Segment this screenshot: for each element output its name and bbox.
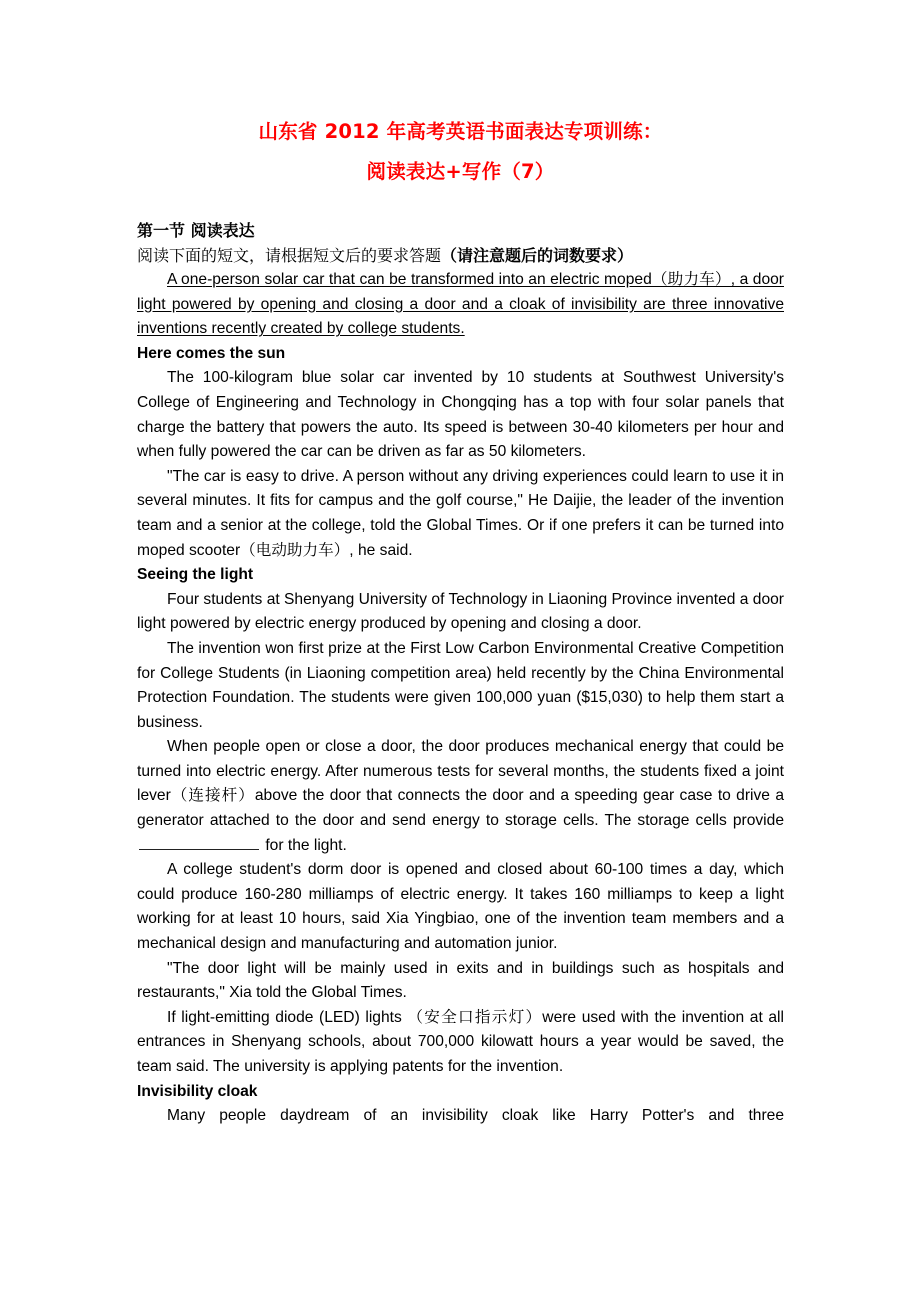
blank-text-after: for the light. [261, 836, 347, 854]
lead-paragraph: A one-person solar car that can be transformed into an electric moped（助力车）, a door light powered by opening and closing a door and a cloak of invisibility are three innovative inventions recently created by college students. [137, 271, 784, 338]
paragraph-solar-car-specs: The 100-kilogram blue solar car invented by 10 students at Southwest University's College of Engineering and Technology in Chongqing has a top with four solar panels that charge the battery that powers the auto. Its speed is between 30-40 kilometers per hour and when fully powered the car can be driven as far as 50 kilometers. [137, 369, 784, 461]
instruction-bold-note: （请注意题后的词数要求） [441, 246, 634, 265]
paragraph-competition-prize: The invention won first prize at the First Low Carbon Environmental Creative Competition for College Students (in Liaoning competition area) held recently by the China Environmental Protection Foundation. The students were given 100,000 yuan ($15,030) to help them start a business. [137, 639, 784, 731]
paragraph-dorm-door-stats: A college student's dorm door is opened and closed about 60-100 times a day, which could produce 160-280 milliamps of electric energy. It takes 160 milliamps to keep a light working for at least 10 hours, said Xia Yingbiao, one of the invention team members and a mechanical design and manufacturing and automation junior. [137, 861, 784, 953]
document-title [137, 112, 784, 192]
paragraph-mechanical-energy-blank [137, 735, 784, 858]
paragraph-invisibility-cloak-intro: Many people daydream of an invisibility cloak like Harry Potter's and three [167, 1107, 784, 1125]
instruction-plain-text: 阅读下面的短文，请根据短文后的要求答题 [137, 246, 442, 265]
heading-invisibility-cloak: Invisibility cloak [137, 1082, 258, 1100]
paragraph-xia-quote: "The door light will be mainly used in exits and in buildings such as hospitals and restaurants," Xia told the Global Times. [137, 959, 784, 1002]
section-label-part-one: 第一节 阅读表达 [137, 221, 255, 240]
heading-here-comes-the-sun: Here comes the sun [137, 344, 286, 362]
paragraph-he-daijie-quote: "The car is easy to drive. A person without any driving experiences could learn to use it in several minutes. It fits for campus and the golf course," He Daijie, the leader of the invention team and a senior at the college, told the Global Times. Or if one prefers it can be turned into moped scooter（电动助力车）, he said. [137, 467, 784, 559]
document-title-line-1: 山东省 2012 年高考英语书面表达专项训练： [258, 120, 663, 143]
heading-seeing-the-light: Seeing the light [137, 566, 254, 584]
paragraph-led-savings: If light-emitting diode (LED) lights （安全口指示灯）were used with the invention at all entrances in Shenyang schools, about 700,000 kilowatt hours a year would be saved, the team said. The university is applying patents for the invention. [137, 1008, 784, 1075]
answer-blank[interactable] [139, 834, 259, 850]
document-content [137, 112, 784, 1153]
paragraph-door-light-invented: Four students at Shenyang University of Technology in Liaoning Province invented a door light powered by electric energy produced by opening and closing a door. [137, 590, 784, 633]
document-title-line-2: 阅读表达+写作（7） [366, 160, 555, 183]
blank-text-before: When people open or close a door, the door produces mechanical energy that could be turned into electric energy. After numerous tests for several months, the students fixed a joint lever（连接杆）above the door that connects the door and a speeding gear case to drive a generator attached to the door and send energy to storage cells. The storage cells provide [137, 738, 784, 830]
instruction-line [137, 243, 784, 268]
title-spacer [137, 192, 784, 218]
